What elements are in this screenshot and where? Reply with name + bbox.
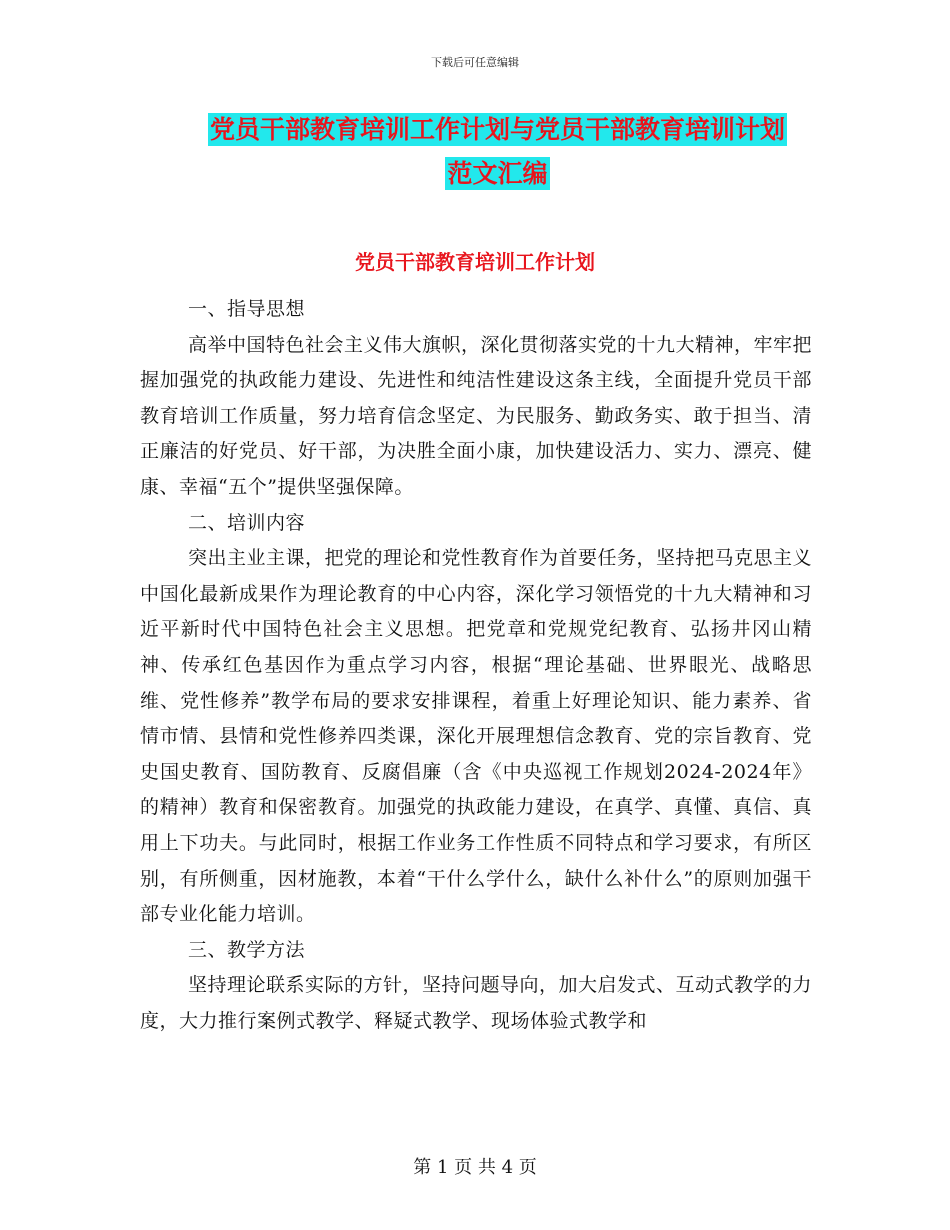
page-header-note: 下载后可任意编辑 xyxy=(431,56,519,69)
paragraph-guiding-ideology: 高举中国特色社会主义伟大旗帜，深化贯彻落实党的十九大精神，牢牢把握加强党的执政能力建设、先进性和纯洁性建设这条主线，全面提升党员干部教育培训工作质量，努力培育信念坚定、为民服务、勤政务实、敢于担当、清正廉洁的好党员、好干部，为决胜全面小康，加快建设活力、实力、漂亮、健康、幸福“五个”提供坚强保障。 xyxy=(140,333,813,498)
paragraph-training-content: 突出主业主课，把党的理论和党性教育作为首要任务，坚持把马克思主义中国化最新成果作为理论教育的中心内容，深化学习领悟党的十九大精神和习近平新时代中国特色社会主义思想。把党章和党规党纪教育、弘扬井冈山精神、传承红色基因作为重点学习内容，根据“理论基础、世界眼光、战略思维、党性修养”教学布局的要求安排课程，着重上好理论知识、能力素养、省情市情、县情和党性修养四类课，深化开展理想信念教育、党的宗旨教育、党史国史教育、国防教育、反腐倡廉（含《中央巡视工作规划2024-2024年》的精神）教育和保密教育。加强党的执政能力建设，在真学、真懂、真信、真用上下功夫。与此同时，根据工作业务工作性质不同特点和学习要求，有所区别，有所侧重，因材施教，本着“干什么学什么，缺什么补什么”的原则加强干部专业化能力培训。 xyxy=(140,547,813,926)
heading-training-content: 二、培训内容 xyxy=(188,511,306,534)
heading-guiding-ideology: 一、指导思想 xyxy=(188,298,306,320)
paragraph-teaching-methods: 坚持理论联系实际的方针，坚持问题导向，加大启发式、互动式教学的力度，大力推行案例式教学、释疑式教学、现场体验式教学和 xyxy=(140,974,813,1032)
section-title: 党员干部教育培训工作计划 xyxy=(355,250,595,274)
document-body xyxy=(140,292,812,1039)
document-title xyxy=(140,108,855,196)
document-title-line-1: 党员干部教育培训工作计划与党员干部教育培训计划 xyxy=(209,115,785,144)
page-footer: 第 1 页 共 4 页 xyxy=(413,1157,537,1178)
heading-teaching-methods: 三、教学方法 xyxy=(188,938,306,961)
document-title-line-2: 范文汇编 xyxy=(447,159,548,188)
